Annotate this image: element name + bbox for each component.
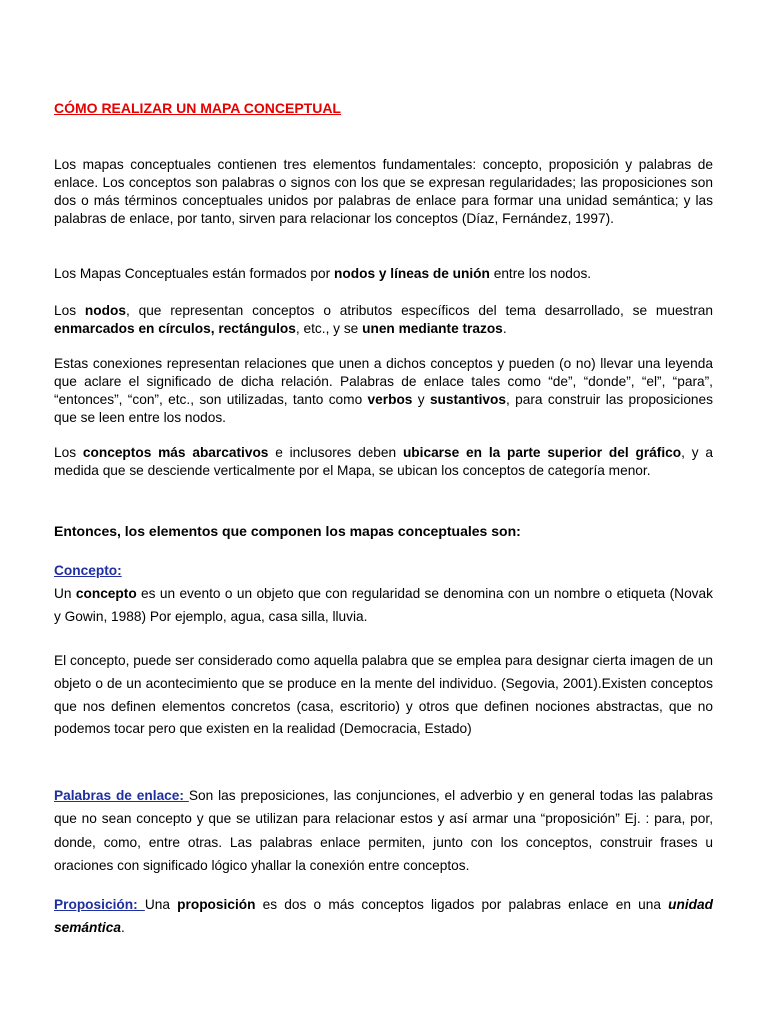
text-run: y (412, 392, 430, 407)
concepto-explanation (54, 650, 713, 741)
elements-heading: Entonces, los elementos que componen los mapas conceptuales son: (54, 523, 521, 539)
concepto-definition (54, 560, 713, 628)
text-run: Estas conexiones representan relaciones que unen a dichos conceptos y pueden (o no) llevar una leyenda que aclare el significado de dicha relación. Palabras de enlace tales como “de”, “donde”, “el”, “para”, “entonces”, “con”, etc., son utilizadas, tanto como (54, 356, 713, 407)
proposicion-definition (54, 894, 713, 940)
text-run: es dos o más conceptos ligados por palabras enlace en una (255, 897, 669, 912)
text-run: Son las preposiciones, las conjunciones, el adverbio y en general todas las palabras que no sean concepto y que se utilizan para relacionar estos y así armar una “proposición” Ej. : para, por, donde, como, entre otras. Las palabras enlace permiten, junto con los conceptos, construir frases u oraciones con significado lógico yhallar la conexión entre conceptos. (54, 788, 713, 873)
text-run: , y a medida que se desciende verticalmente por el Mapa, se ubican los conceptos de categoría menor. (54, 445, 713, 478)
bold-italic-run: unidad semántica (54, 897, 713, 935)
bold-run: sustantivos (429, 392, 507, 407)
text-run: , que representan conceptos o atributos específicos del tema desarrollado, se muestran (125, 303, 713, 318)
bold-run: enmarcados en círculos, rectángulos (54, 321, 296, 336)
text-run: , para construir las proposiciones que se leen entre los nodos. (54, 392, 713, 425)
text-run: es un evento o un objeto que con regularidad se denomina con un nombre o etiqueta (Novak y Gowin, 1988) Por ejemplo, agua, casa silla, lluvia. (54, 585, 713, 624)
intro-paragraph (54, 156, 713, 228)
bold-run: ubicarse en la parte superior del gráfico (402, 445, 682, 460)
nodes-lines-paragraph (54, 265, 713, 283)
concepto-term: Concepto: (54, 563, 122, 578)
text-run: . (502, 321, 507, 336)
bold-run: nodos y líneas de unión (334, 266, 490, 281)
bold-run: unen mediante trazos (362, 321, 503, 336)
bold-run: proposición (177, 897, 256, 912)
text-run: Un (54, 585, 76, 601)
bold-run: conceptos más abarcativos (82, 445, 269, 460)
nodes-paragraph (54, 302, 713, 338)
bold-run: concepto (75, 585, 137, 601)
text-run: e inclusores deben (268, 445, 403, 460)
inclusive-concepts-paragraph (54, 444, 713, 480)
text-run: El concepto, puede ser considerado como aquella palabra que se emplea para designar cierta imagen de un objeto o de un acontecimiento que se produce en la mente del individuo. (Segovia, 2001).Existen conceptos que nos definen elementos concretos (casa, escritorio) y otros que definen nociones abstractas, que no podemos tocar pero que existen en la realidad (Democracia, Estado) (54, 653, 713, 737)
text-run: entre los nodos. (489, 266, 592, 281)
connections-paragraph (54, 355, 713, 427)
bold-run: nodos (84, 303, 126, 318)
bold-run: verbos (367, 392, 413, 407)
text-run: Los Mapas Conceptuales están formados por (54, 266, 334, 281)
text-run: Los (54, 303, 85, 318)
text-run: . (120, 919, 125, 935)
text-run: , etc., y se (295, 321, 363, 336)
proposicion-term: Proposición: (54, 897, 145, 912)
palabras-enlace-definition (54, 784, 713, 877)
palabras-enlace-term: Palabras de enlace: (54, 788, 189, 803)
page-title: CÓMO REALIZAR UN MAPA CONCEPTUAL (54, 100, 341, 116)
text-run: Una (144, 897, 178, 912)
intro-text: Los mapas conceptuales contienen tres elementos fundamentales: concepto, proposición y palabras de enlace. Los conceptos son palabras o signos con los que se expresan regularidades; las proposiciones son dos o más términos conceptuales unidos por palabras de enlace para formar una unidad semántica; y las palabras de enlace, por tanto, sirven para relacionar los conceptos (Díaz, Fernández, 1997). (54, 157, 713, 226)
text-run: Los (54, 445, 83, 460)
